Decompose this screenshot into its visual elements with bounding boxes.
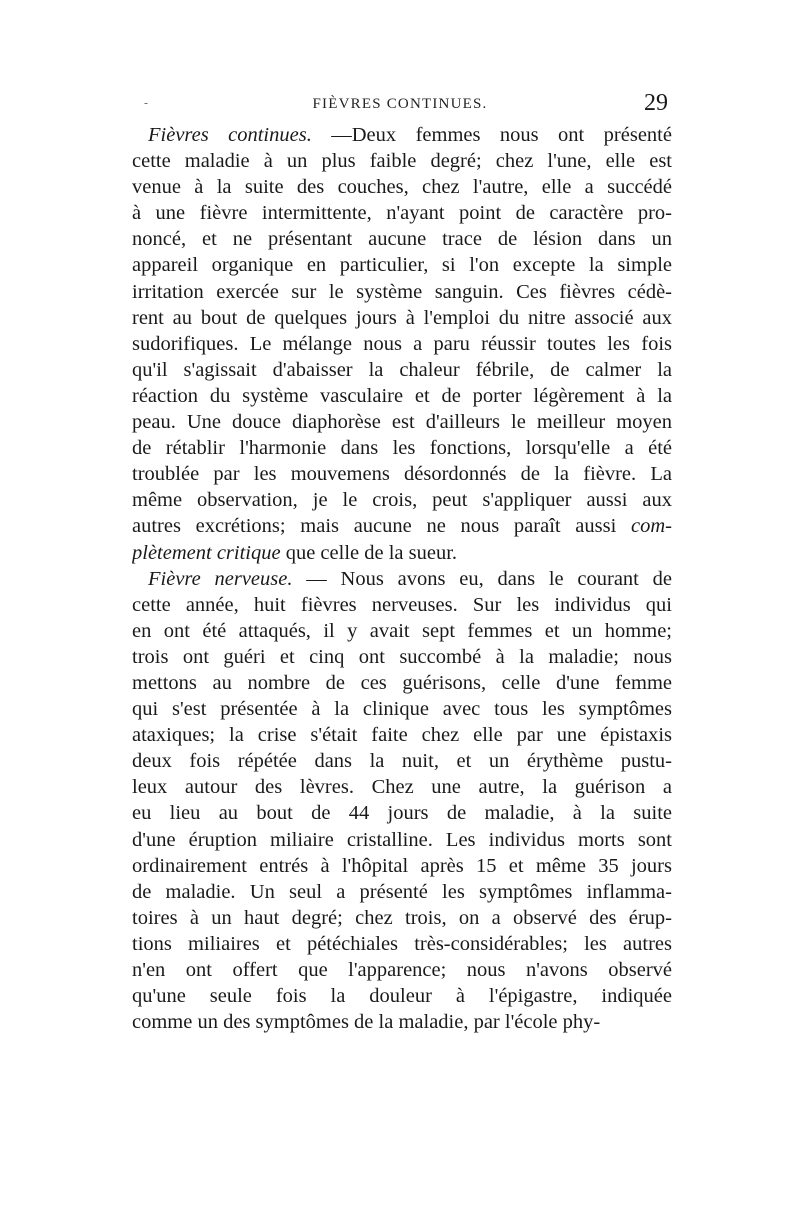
text-line [132, 148, 672, 174]
text-segment: en ont été attaqués, il y avait sept femmes et un homme; [132, 619, 672, 642]
text-line [132, 670, 672, 696]
text-segment: troublée par les mouvemens désordonnés de la fièvre. La [132, 463, 672, 486]
text-line [132, 983, 672, 1009]
text-line [132, 487, 672, 513]
text-line [132, 566, 672, 592]
text-line [132, 200, 672, 226]
text-segment: comme un des symptômes de la maladie, par l'école phy- [132, 1011, 601, 1034]
text-line [132, 174, 672, 200]
text-line [132, 252, 672, 278]
text-line [132, 383, 672, 409]
text-segment: qu'il s'agissait d'abaisser la chaleur fébrile, de calmer la [132, 358, 672, 381]
text-segment: rent au bout de quelques jours à l'emploi du nitre associé aux [132, 306, 672, 329]
text-segment: appareil organique en particulier, si l'on excepte la simple [132, 254, 672, 277]
text-line [132, 748, 672, 774]
italic-text-segment: Fièvre nerveuse. [148, 567, 293, 590]
text-segment: n'en ont offert que l'apparence; nous n'avons observé [132, 959, 672, 981]
body-text [132, 122, 672, 1077]
running-title: FIÈVRES CONTINUES. [312, 96, 488, 112]
text-segment: ataxiques; la crise s'était faite chez elle par une épistaxis [132, 724, 672, 747]
text-segment: cette année, huit fièvres nerveuses. Sur les individus qui [132, 593, 672, 616]
text-line [132, 879, 672, 905]
text-segment: cette maladie à un plus faible degré; chez l'une, elle est [132, 150, 672, 173]
text-line [132, 592, 672, 618]
text-segment: qu'une seule fois la douleur à l'épigastre, indiquée [132, 985, 672, 1008]
italic-text-segment: plètement critique [132, 541, 281, 564]
text-segment: irritation exercée sur le système sanguin. Ces fièvres cédè- [132, 280, 672, 303]
text-line [132, 696, 672, 722]
text-line [132, 618, 672, 644]
text-segment: tions miliaires et pétéchiales très-considérables; les autres [132, 932, 672, 955]
text-segment: autres excrétions; mais aucune ne nous paraît aussi [132, 515, 632, 538]
text-segment: même observation, je le crois, peut s'appliquer aussi aux [132, 489, 672, 512]
text-line [132, 931, 672, 957]
text-line [132, 540, 672, 566]
text-segment: qui s'est présentée à la clinique avec tous les symptômes [132, 698, 672, 721]
text-segment: eu lieu au bout de 44 jours de maladie, à la suite [132, 802, 672, 825]
text-line [132, 279, 672, 305]
text-line [132, 722, 672, 748]
text-line [132, 461, 672, 487]
text-segment: —Deux femmes nous ont présenté [311, 124, 672, 146]
text-segment: deux fois répétée dans la nuit, et un érythème pustu- [132, 750, 672, 773]
text-line [132, 957, 672, 983]
text-segment: — Nous avons eu, dans le courant de [292, 567, 672, 590]
page-number: 29 [644, 90, 668, 116]
text-line [132, 827, 672, 853]
text-segment: de maladie. Un seul a présenté les symptômes inflamma- [132, 880, 672, 903]
text-segment: peau. Une douce diaphorèse est d'ailleurs le meilleur moyen [132, 411, 672, 434]
text-line [132, 905, 672, 931]
running-header [130, 92, 670, 122]
text-line [132, 122, 672, 148]
text-segment: que celle de la sueur. [280, 541, 458, 564]
text-line [132, 226, 672, 252]
italic-text-segment: Fièvres continues. [148, 124, 312, 146]
text-line [132, 435, 672, 461]
text-segment: trois ont guéri et cinq ont succombé à la maladie; nous [132, 645, 672, 668]
text-line [132, 331, 672, 357]
text-line [132, 357, 672, 383]
text-segment: de rétablir l'harmonie dans les fonctions, lorsqu'elle a été [132, 437, 672, 460]
text-line [132, 644, 672, 670]
text-segment: toires à un haut degré; chez trois, on a observé des érup- [132, 906, 672, 929]
text-line [132, 800, 672, 826]
text-line [132, 853, 672, 879]
stray-mark: - [144, 96, 149, 110]
text-line [132, 305, 672, 331]
text-line [132, 409, 672, 435]
text-segment: d'une éruption miliaire cristalline. Les individus morts sont [132, 828, 672, 851]
text-segment: leux autour des lèvres. Chez une autre, la guérison a [132, 776, 672, 799]
text-segment: ordinairement entrés à l'hôpital après 15 et même 35 jours [132, 854, 672, 877]
text-line [132, 1009, 672, 1035]
text-segment: réaction du système vasculaire et de porter légèrement à la [132, 384, 672, 407]
italic-text-segment: com- [631, 515, 672, 538]
text-line [132, 774, 672, 800]
text-segment: noncé, et ne présentant aucune trace de lésion dans un [132, 228, 672, 251]
text-segment: venue à la suite des couches, chez l'autre, elle a succédé [132, 176, 672, 199]
text-segment: à une fièvre intermittente, n'ayant point de caractère pro- [132, 202, 672, 225]
text-segment: mettons au nombre de ces guérisons, celle d'une femme [132, 671, 672, 694]
text-segment: sudorifiques. Le mélange nous a paru réussir toutes les fois [132, 332, 672, 355]
text-line [132, 513, 672, 539]
